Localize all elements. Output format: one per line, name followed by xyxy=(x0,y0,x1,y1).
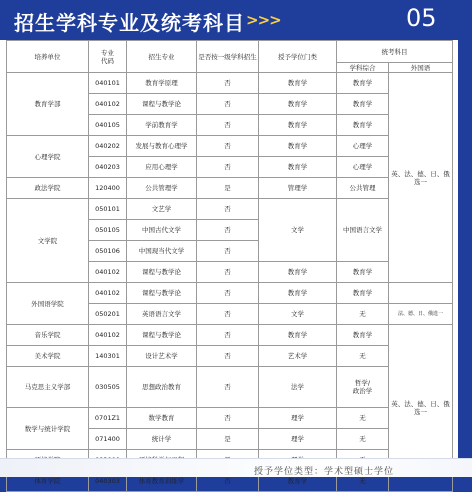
unit-cell: 美术学院 xyxy=(7,346,89,367)
exam-subject-cell: 无 xyxy=(337,429,389,450)
exam-subject-cell: 教育学 xyxy=(337,325,389,346)
unit-cell: 外国语学院 xyxy=(7,283,89,325)
first-level-cell: 否 xyxy=(197,346,259,367)
code-cell: 040102 xyxy=(89,283,127,304)
header-major: 招生专业 xyxy=(127,41,197,73)
header-unit: 培养单位 xyxy=(7,41,89,73)
exam-subject-cell: 中国语言文学 xyxy=(337,199,389,262)
right-edge-strip xyxy=(458,40,472,458)
major-cell: 课程与教学论 xyxy=(127,262,197,283)
major-cell: 中国古代文学 xyxy=(127,220,197,241)
header-first-level: 是否按一级学科招生 xyxy=(197,41,259,73)
major-cell: 学前教育学 xyxy=(127,115,197,136)
degree-cell: 艺术学 xyxy=(259,346,337,367)
degree-cell: 教育学 xyxy=(259,325,337,346)
language-cell: 英、法、德、日、俄选一 xyxy=(389,73,453,283)
first-level-cell: 否 xyxy=(197,94,259,115)
language-cell: 法、德、日、俄选一 xyxy=(389,304,453,325)
major-cell: 课程与教学论 xyxy=(127,325,197,346)
table-row xyxy=(7,346,453,367)
table-row xyxy=(7,408,453,429)
page-title: 招生学科专业及统考科目 xyxy=(14,11,245,35)
code-cell: 040101 xyxy=(89,73,127,94)
degree-cell: 教育学 xyxy=(259,157,337,178)
unit-cell: 体育学院 xyxy=(7,471,89,492)
code-cell: 040202 xyxy=(89,136,127,157)
first-level-cell: 否 xyxy=(197,262,259,283)
first-level-cell: 否 xyxy=(197,367,259,408)
code-cell: 040303 xyxy=(89,471,127,492)
major-cell: 公共管理学 xyxy=(127,178,197,199)
first-level-cell: 否 xyxy=(197,73,259,94)
code-cell: 040203 xyxy=(89,157,127,178)
page-footer xyxy=(0,458,472,477)
exam-subject-cell: 哲学/ 政治学 xyxy=(337,367,389,408)
header-exam-language: 外国语 xyxy=(389,63,453,73)
major-cell: 课程与教学论 xyxy=(127,94,197,115)
degree-cell: 理学 xyxy=(259,408,337,429)
first-level-cell: 否 xyxy=(197,157,259,178)
table-row xyxy=(7,178,453,199)
degree-cell: 教育学 xyxy=(259,115,337,136)
header-exam-subject: 学科综合 xyxy=(337,63,389,73)
first-level-cell: 否 xyxy=(197,115,259,136)
major-cell: 文艺学 xyxy=(127,199,197,220)
major-cell: 英语语言文学 xyxy=(127,304,197,325)
exam-subject-cell: 教育学 xyxy=(337,94,389,115)
first-level-cell: 否 xyxy=(197,283,259,304)
degree-cell: 理学 xyxy=(259,429,337,450)
first-level-cell: 是 xyxy=(197,429,259,450)
table-row xyxy=(7,136,453,157)
footer-text: 授予学位类型：学术型硕士学位 xyxy=(254,467,395,477)
code-cell: 050105 xyxy=(89,220,127,241)
major-cell: 体育教育训练学 xyxy=(127,471,197,492)
first-level-cell: 否 xyxy=(197,220,259,241)
major-cell: 课程与教学论 xyxy=(127,283,197,304)
page-header xyxy=(0,0,472,40)
degree-cell: 教育学 xyxy=(259,471,337,492)
admissions-table xyxy=(6,40,453,492)
unit-cell: 政法学院 xyxy=(7,178,89,199)
exam-subject-cell: 教育学 xyxy=(337,115,389,136)
major-cell: 设计艺术学 xyxy=(127,346,197,367)
degree-cell: 教育学 xyxy=(259,73,337,94)
first-level-cell: 是 xyxy=(197,178,259,199)
unit-cell: 文学院 xyxy=(7,199,89,283)
table-row xyxy=(7,367,453,408)
exam-subject-cell: 心理学 xyxy=(337,157,389,178)
code-cell: 050101 xyxy=(89,199,127,220)
degree-cell: 文学 xyxy=(259,304,337,325)
document-sheet xyxy=(0,40,458,485)
code-cell: 050201 xyxy=(89,304,127,325)
first-level-cell: 否 xyxy=(197,199,259,220)
first-level-cell: 否 xyxy=(197,304,259,325)
unit-cell: 数学与统计学院 xyxy=(7,408,89,450)
unit-cell: 音乐学院 xyxy=(7,325,89,346)
degree-cell: 教育学 xyxy=(259,94,337,115)
code-cell: 071400 xyxy=(89,429,127,450)
header-code: 专业 代码 xyxy=(89,41,127,73)
exam-subject-cell: 心理学 xyxy=(337,136,389,157)
code-cell: 040105 xyxy=(89,115,127,136)
major-cell: 教育学原理 xyxy=(127,73,197,94)
language-cell xyxy=(389,283,453,304)
header-degree: 授予学位门类 xyxy=(259,41,337,73)
first-level-cell: 否 xyxy=(197,408,259,429)
page-number: 05 xyxy=(406,4,437,32)
degree-cell: 教育学 xyxy=(259,283,337,304)
first-level-cell: 否 xyxy=(197,136,259,157)
exam-subject-cell: 无 xyxy=(337,346,389,367)
major-cell: 发展与教育心理学 xyxy=(127,136,197,157)
code-cell: 120400 xyxy=(89,178,127,199)
exam-subject-cell: 公共管理 xyxy=(337,178,389,199)
table-row xyxy=(7,325,453,346)
code-cell: 040102 xyxy=(89,325,127,346)
arrow-decoration: >>> xyxy=(246,11,281,29)
major-cell: 应用心理学 xyxy=(127,157,197,178)
code-cell: 040102 xyxy=(89,262,127,283)
table-header-row xyxy=(7,41,453,63)
table-row xyxy=(7,283,453,304)
exam-subject-cell: 无 xyxy=(337,304,389,325)
exam-subject-cell: 教育学 xyxy=(337,73,389,94)
unit-cell: 心理学院 xyxy=(7,136,89,178)
code-cell: 140301 xyxy=(89,346,127,367)
first-level-cell: 否 xyxy=(197,241,259,262)
language-cell: 英、法、德、日、俄选一 xyxy=(389,325,453,492)
exam-subject-cell: 教育学 xyxy=(337,283,389,304)
first-level-cell: 否 xyxy=(197,471,259,492)
exam-subject-cell: 无 xyxy=(337,471,389,492)
code-cell: 040102 xyxy=(89,94,127,115)
table-row xyxy=(7,199,453,220)
degree-cell: 教育学 xyxy=(259,136,337,157)
code-cell: 0701Z1 xyxy=(89,408,127,429)
degree-cell: 教育学 xyxy=(259,262,337,283)
degree-cell: 管理学 xyxy=(259,178,337,199)
degree-cell: 法学 xyxy=(259,367,337,408)
exam-subject-cell: 无 xyxy=(337,408,389,429)
first-level-cell: 否 xyxy=(197,325,259,346)
code-cell: 050106 xyxy=(89,241,127,262)
major-cell: 统计学 xyxy=(127,429,197,450)
code-cell: 030505 xyxy=(89,367,127,408)
header-exams: 统考科目 xyxy=(337,41,453,63)
exam-subject-cell: 教育学 xyxy=(337,262,389,283)
major-cell: 数学教育 xyxy=(127,408,197,429)
unit-cell: 马克思主义学部 xyxy=(7,367,89,408)
major-cell: 中国现当代文学 xyxy=(127,241,197,262)
table-row xyxy=(7,73,453,94)
unit-cell: 教育学部 xyxy=(7,73,89,136)
major-cell: 思想政治教育 xyxy=(127,367,197,408)
degree-cell: 文学 xyxy=(259,199,337,262)
